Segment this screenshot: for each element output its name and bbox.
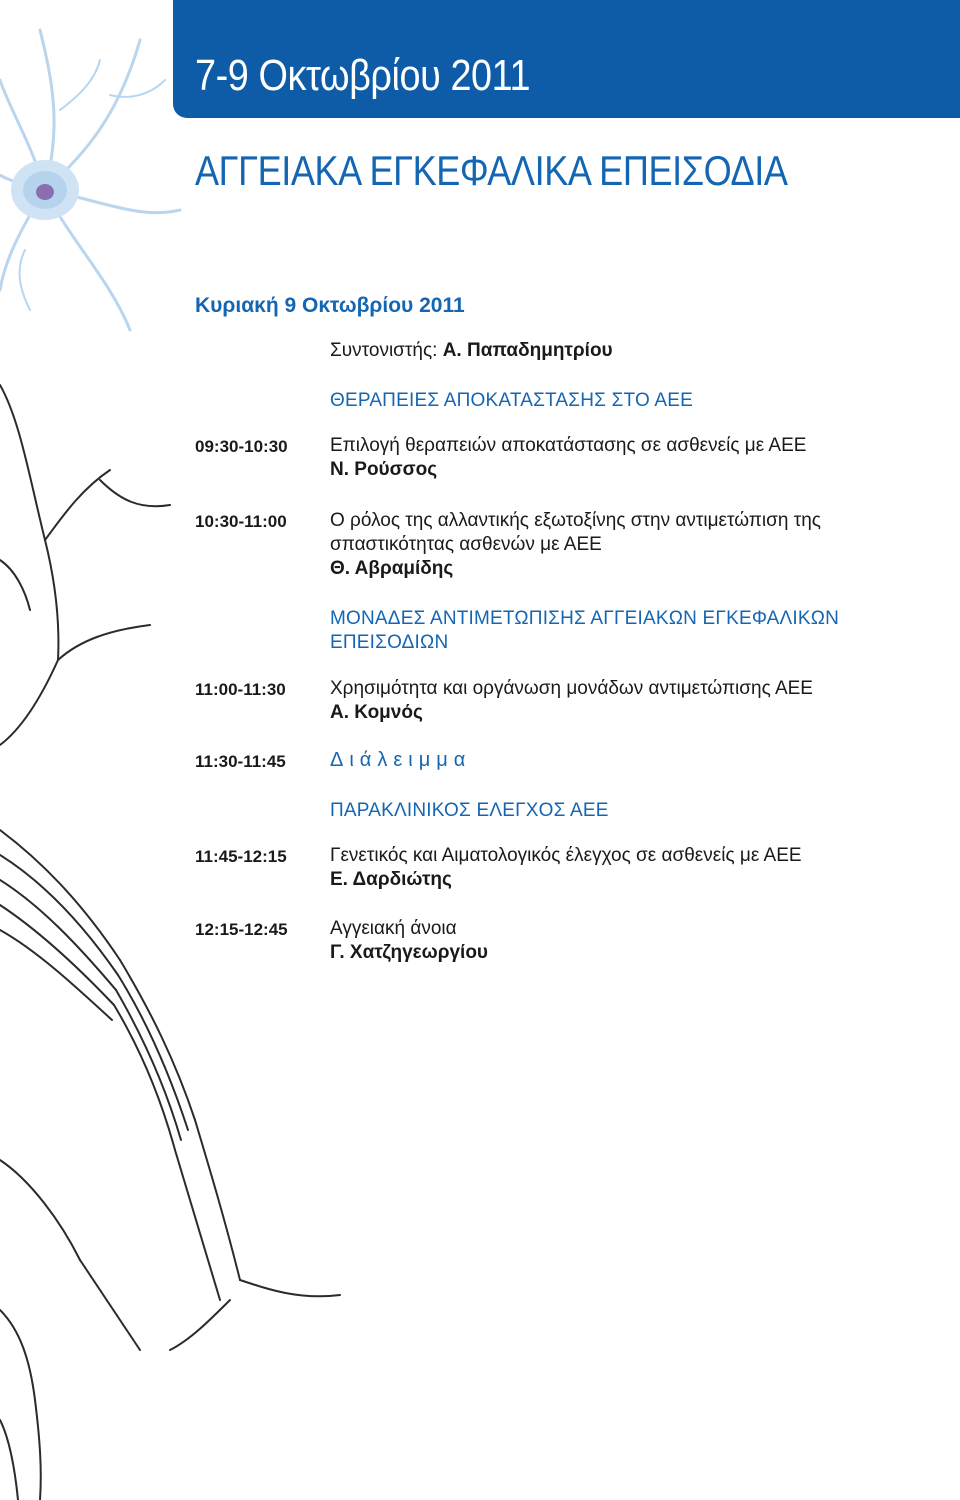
talk-speaker: Α. Κομνός <box>330 702 423 723</box>
session-time: 11:00-11:30 <box>195 680 286 699</box>
main-title: ΑΓΓΕΙΑΚΑ ΕΓΚΕΦΑΛΙΚΑ ΕΠΕΙΣΟΔΙΑ <box>195 147 788 194</box>
talk-speaker: Ν. Ρούσσος <box>330 459 438 480</box>
session-talk <box>330 677 920 725</box>
session-time: 12:15-12:45 <box>195 920 288 939</box>
session-talk <box>330 509 920 581</box>
talk-title: Επιλογή θεραπειών αποκατάστασης σε ασθενείς με ΑΕΕ <box>330 435 807 456</box>
header-banner <box>173 0 960 118</box>
session-talk <box>330 844 920 892</box>
neuron-illustration <box>0 0 360 1500</box>
section-title-lab-tests: ΠΑΡΑΚΛΙΝΙΚΟΣ ΕΛΕΓΧΟΣ ΑΕΕ <box>330 800 609 821</box>
talk-speaker: Ε. Δαρδιώτης <box>330 869 452 890</box>
coordinator-name: Α. Παπαδημητρίου <box>442 340 613 361</box>
session-talk <box>330 917 920 965</box>
break-label: Διάλειμμα <box>330 749 472 771</box>
session-time: 10:30-11:00 <box>195 512 287 531</box>
talk-title: Αγγειακή άνοια <box>330 918 457 939</box>
day-heading: Κυριακή 9 Οκτωβρίου 2011 <box>195 294 465 317</box>
talk-speaker: Θ. Αβραμίδης <box>330 558 454 579</box>
coordinator-label: Συντονιστής: <box>330 340 438 361</box>
section-title-stroke-units: ΜΟΝΑΔΕΣ ΑΝΤΙΜΕΤΩΠΙΣΗΣ ΑΓΓΕΙΑΚΩΝ ΕΓΚΕΦΑΛΙΚΩΝ ΕΠΕΙΣΟΔΙΩΝ <box>330 608 840 653</box>
talk-speaker: Γ. Χατζηγεωργίου <box>330 942 488 963</box>
talk-title: Χρησιμότητα και οργάνωση μονάδων αντιμετώπισης ΑΕΕ <box>330 678 813 699</box>
talk-title: Ο ρόλος της αλλαντικής εξωτοξίνης στην αντιμετώπιση της σπαστικότητας ασθενών με ΑΕΕ <box>330 510 821 555</box>
session-time: 09:30-10:30 <box>195 437 288 456</box>
talk-title: Γενετικός και Αιματολογικός έλεγχος σε ασθενείς με ΑΕΕ <box>330 845 802 866</box>
session-time: 11:45-12:15 <box>195 847 287 866</box>
session-talk <box>330 434 920 482</box>
session-time: 11:30-11:45 <box>195 752 286 771</box>
header-date: 7-9 Οκτωβρίου 2011 <box>195 51 531 100</box>
coordinator <box>330 340 613 362</box>
section-title-rehabilitation: ΘΕΡΑΠΕΙΕΣ ΑΠΟΚΑΤΑΣΤΑΣΗΣ ΣΤΟ ΑΕΕ <box>330 390 694 411</box>
